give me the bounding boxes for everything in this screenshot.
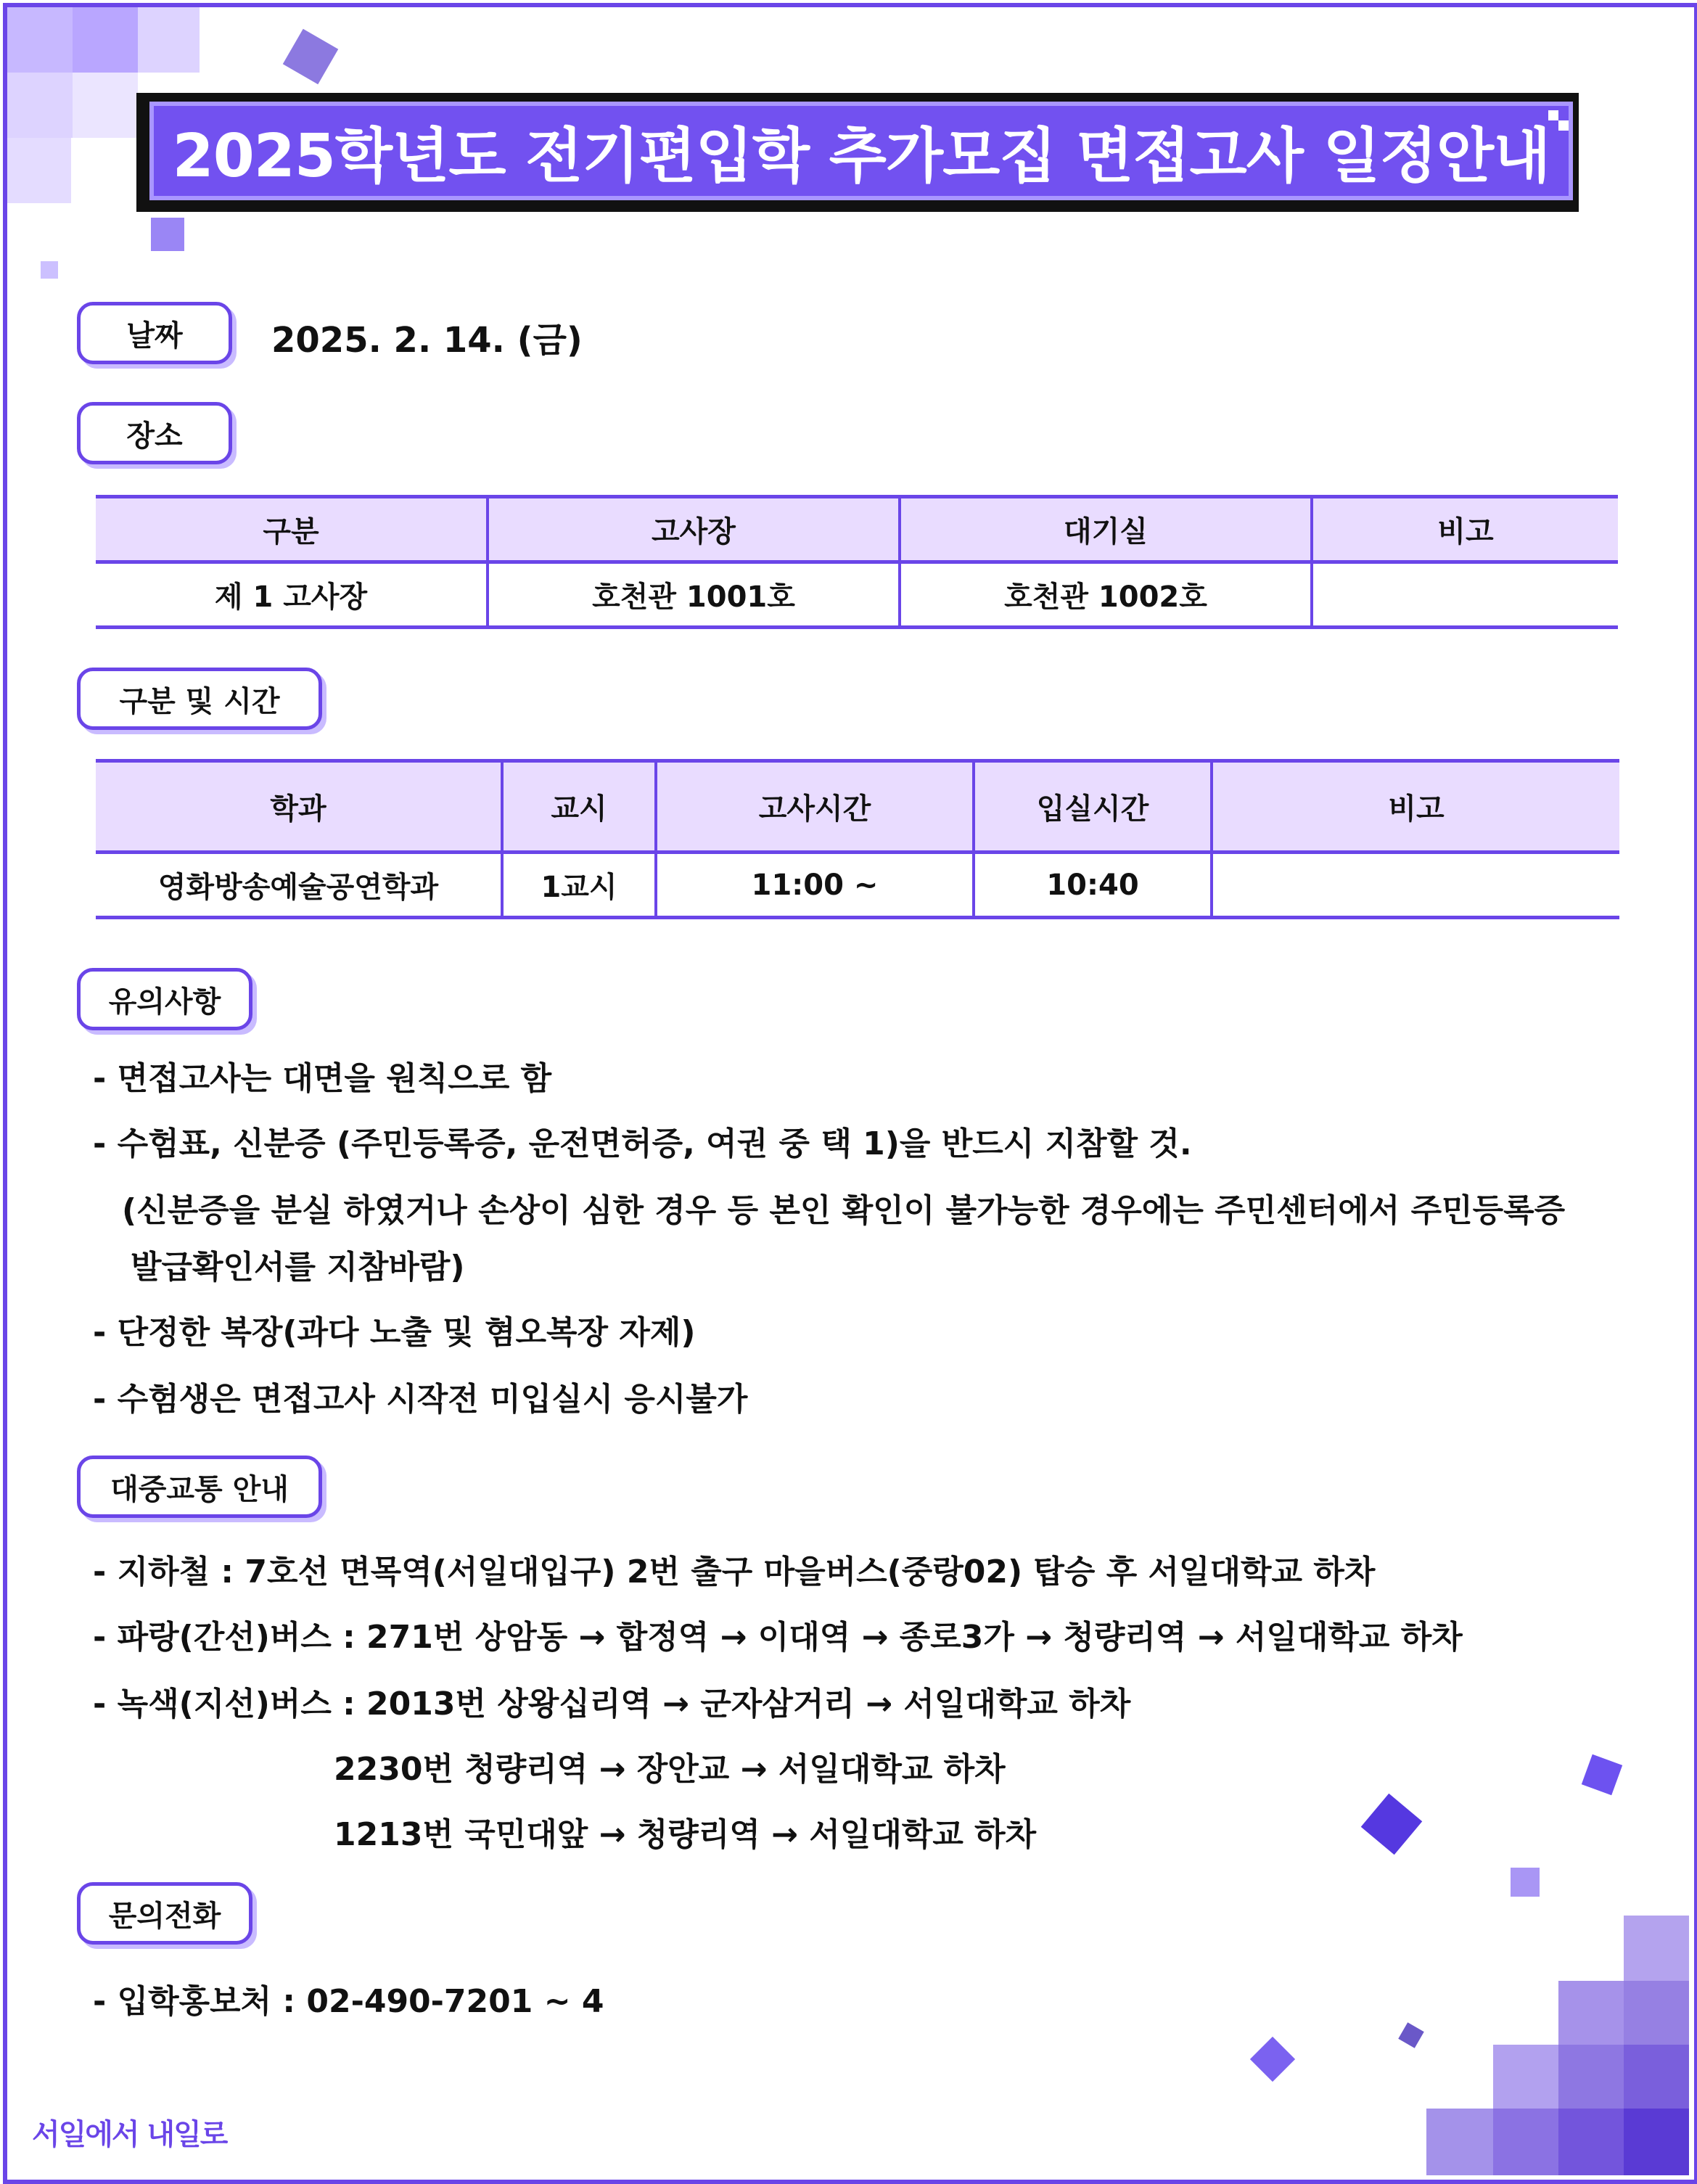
- table-header: 비고: [1212, 761, 1619, 853]
- transport-line: 1213번 국민대앞 → 청량리역 → 서일대학교 하차: [334, 1816, 1037, 1853]
- decor-square: [1558, 1981, 1624, 2045]
- notes-line: - 수험표, 신분증 (주민등록증, 운전면허증, 여권 중 택 1)을 반드시 지참할 것.: [93, 1125, 1192, 1162]
- table-header: 구분: [96, 497, 488, 562]
- table-header: 대기실: [900, 497, 1312, 562]
- transport-line: - 녹색(지선)버스 : 2013번 상왕십리역 → 군자삼거리 → 서일대학교 하차: [93, 1686, 1131, 1723]
- schedule-label-text: 구분 및 시간: [119, 684, 280, 718]
- date-label-text: 날짜: [126, 319, 183, 353]
- decor-square: [1624, 1916, 1689, 1981]
- table-row: [96, 562, 1618, 628]
- table-cell: 호천관 1001호: [488, 562, 900, 628]
- decor-square: [1511, 1868, 1540, 1897]
- table-header: 교시: [502, 761, 656, 853]
- transport-label-text: 대중교통 안내: [110, 1472, 289, 1506]
- table-row: [96, 853, 1619, 918]
- decor-square: [7, 7, 73, 73]
- decor-square: [7, 138, 71, 203]
- schedule-label: [77, 668, 322, 730]
- notes-line: 발급확인서를 지참바람): [131, 1249, 465, 1286]
- notes-line: - 수험생은 면접고사 시작전 미입실시 응시불가: [93, 1381, 748, 1418]
- contact-line: - 입학홍보처 : 02-490-7201 ~ 4: [93, 1983, 604, 2020]
- table-cell: 11:00 ~: [656, 853, 974, 918]
- decor-square: [283, 29, 338, 84]
- schedule-table: [96, 759, 1619, 919]
- table-cell: 10:40: [974, 853, 1212, 918]
- decor-square: [1558, 2045, 1624, 2109]
- decor-square: [1361, 1794, 1423, 1855]
- notes-line: - 단정한 복장(과다 노출 및 혐오복장 자제): [93, 1314, 696, 1351]
- date-value: 2025. 2. 14. (금): [271, 320, 583, 361]
- decor-square: [41, 261, 58, 279]
- table-header: 고사장: [488, 497, 900, 562]
- table-cell: [1212, 853, 1619, 918]
- decor-square: [7, 73, 73, 138]
- transport-line: 2230번 청량리역 → 장안교 → 서일대학교 하차: [334, 1751, 1006, 1788]
- college-logo: 서일에서 내일로: [32, 2118, 227, 2151]
- place-table: [96, 495, 1618, 629]
- table-header: 입실시간: [974, 761, 1212, 853]
- table-cell: 영화방송예술공연학과: [96, 853, 502, 918]
- notes-label-text: 유의사항: [108, 985, 221, 1019]
- notes-label: [77, 968, 252, 1030]
- decor-square: [1426, 2109, 1493, 2175]
- decor-square: [1250, 2037, 1295, 2082]
- decor-square: [1624, 1981, 1689, 2045]
- banner-notch: [1548, 110, 1558, 120]
- decor-square: [1398, 2022, 1424, 2048]
- table-cell: 제 1 고사장: [96, 562, 488, 628]
- decor-square: [1624, 2109, 1689, 2175]
- decor-square: [1493, 2109, 1558, 2175]
- contact-label: [77, 1882, 252, 1945]
- table-cell: [1312, 562, 1618, 628]
- decor-square: [1558, 2109, 1624, 2175]
- date-label: [77, 302, 232, 364]
- banner-notch: [1558, 120, 1569, 131]
- transport-line: - 파랑(간선)버스 : 271번 상암동 → 합정역 → 이대역 → 종로3가 → 청량리역 → 서일대학교 하차: [93, 1619, 1463, 1656]
- table-cell: 1교시: [502, 853, 656, 918]
- decor-square: [138, 7, 200, 73]
- table-cell: 호천관 1002호: [900, 562, 1312, 628]
- table-header: 고사시간: [656, 761, 974, 853]
- contact-label-text: 문의전화: [108, 1899, 221, 1933]
- decor-square: [73, 7, 138, 73]
- transport-label: [77, 1456, 322, 1518]
- transport-line: - 지하철 : 7호선 면목역(서일대입구) 2번 출구 마을버스(중랑02) 탑승 후 서일대학교 하차: [93, 1553, 1376, 1590]
- decor-square: [1582, 1754, 1622, 1795]
- place-label: [77, 402, 232, 464]
- decor-square: [73, 73, 138, 138]
- decor-square: [1493, 2045, 1558, 2109]
- table-header: 학과: [96, 761, 502, 853]
- decor-square: [1624, 2045, 1689, 2109]
- table-header: 비고: [1312, 497, 1618, 562]
- notes-line: (신분증을 분실 하였거나 손상이 심한 경우 등 본인 확인이 불가능한 경우에는 주민센터에서 주민등록증: [122, 1192, 1566, 1229]
- page-title: 2025학년도 전기편입학 추가모집 면접고사 일정안내: [172, 121, 1550, 191]
- notes-line: - 면접고사는 대면을 원칙으로 함: [93, 1060, 552, 1097]
- decor-square: [151, 218, 184, 251]
- title-banner: [149, 102, 1573, 200]
- place-label-text: 장소: [126, 419, 183, 453]
